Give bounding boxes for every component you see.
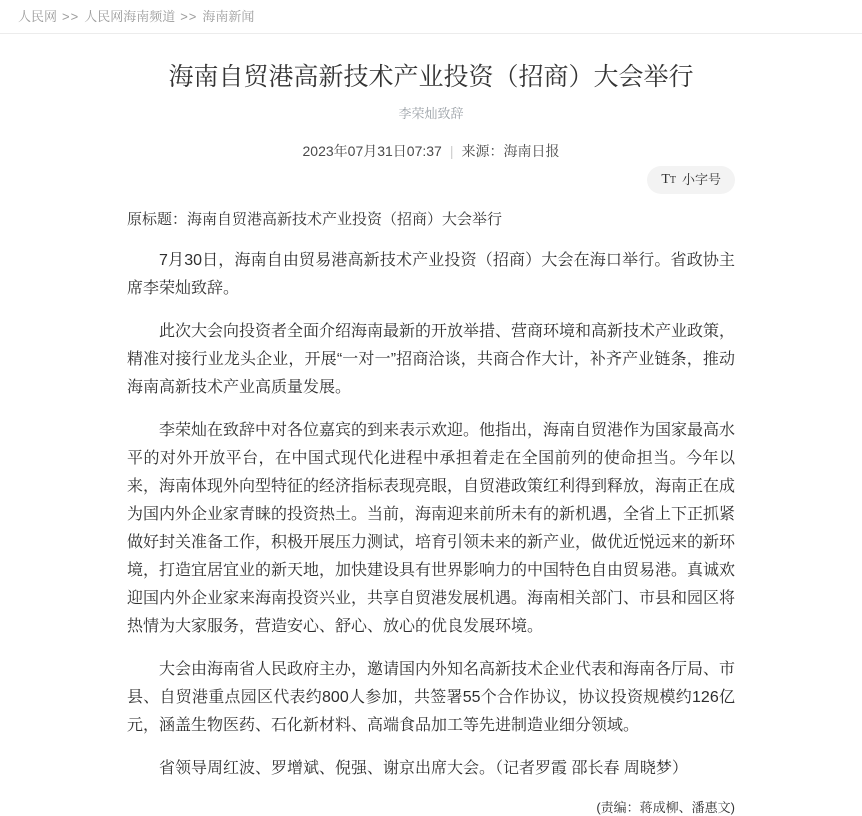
- article-meta: [127, 143, 735, 159]
- source-link[interactable]: 海南日报: [503, 143, 560, 159]
- article-toolbar: [127, 166, 735, 194]
- paragraph: 大会由海南省人民政府主办，邀请国内外知名高新技术企业代表和海南各厅局、市县、自贸港重点园区代表约800人参加，共签署55个合作协议，协议投资规模约126亿元，涵盖生物医药、石化新材料、高端食品加工等先进制造业细分领域。: [127, 661, 736, 734]
- breadcrumb-separator: >>: [62, 9, 80, 24]
- breadcrumb-link-hainan-news[interactable]: 海南新闻: [202, 9, 255, 24]
- paragraph: 省领导周红波、罗增斌、倪强、谢京出席大会。（记者罗霞 邵长春 周晓梦）: [159, 760, 688, 777]
- font-size-button-label: 小字号: [681, 172, 721, 187]
- original-title-label: 原标题：: [127, 211, 188, 228]
- publish-datetime: 2023年07月31日07:37: [302, 143, 442, 159]
- article-container: [127, 61, 735, 816]
- paragraph: 此次大会向投资者全面介绍海南最新的开放举措、营商环境和高新技术产业政策，精准对接行业龙头企业，开展“一对一”招商洽谈，共商合作大计，补齐产业链条，推动海南高新技术产业高质量发展。: [127, 323, 736, 396]
- paragraph: 李荣灿在致辞中对各位嘉宾的到来表示欢迎。他指出，海南自贸港作为国家最高水平的对外开放平台，在中国式现代化进程中承担着走在全国前列的使命担当。今年以来，海南体现外向型特征的经济指标表现亮眼，自贸港政策红利得到释放，海南正在成为国内外企业家青睐的投资热土。当前，海南迎来前所未有的新机遇，全省上下正抓紧做好封关准备工作，积极开展压力测试，培育引领未来的新产业，做优近悦远来的新环境，打造宜居宜业的新天地，加快建设具有世界影响力的中国特色自由贸易港。真诚欢迎国内外企业家来海南投资兴业，共享自贸港发展机遇。海南相关部门、市县和园区将热情为大家服务，营造安心、舒心、放心的优良发展环境。: [127, 422, 736, 635]
- editors-line: (责编：蒋成柳、潘惠文): [596, 800, 735, 815]
- font-size-icon: TT: [661, 171, 676, 187]
- meta-divider: |: [449, 143, 454, 159]
- breadcrumb-separator: >>: [180, 9, 198, 24]
- breadcrumb: [0, 0, 862, 34]
- breadcrumb-link-hainan-channel[interactable]: 人民网海南频道: [84, 9, 176, 24]
- article-content: [127, 210, 735, 816]
- breadcrumb-link-peoples-daily[interactable]: 人民网: [18, 9, 58, 24]
- paragraph: 7月30日，海南自由贸易港高新技术产业投资（招商）大会在海口举行。省政协主席李荣灿致辞。: [127, 252, 735, 297]
- article-title: 海南自贸港高新技术产业投资（招商）大会举行: [168, 63, 694, 91]
- original-title-text: 海南自贸港高新技术产业投资（招商）大会举行: [187, 211, 503, 228]
- source-label: 来源：: [461, 143, 504, 159]
- article-subtitle: 李荣灿致辞: [398, 106, 464, 121]
- font-size-button[interactable]: [647, 166, 735, 194]
- original-title-line: [127, 210, 735, 230]
